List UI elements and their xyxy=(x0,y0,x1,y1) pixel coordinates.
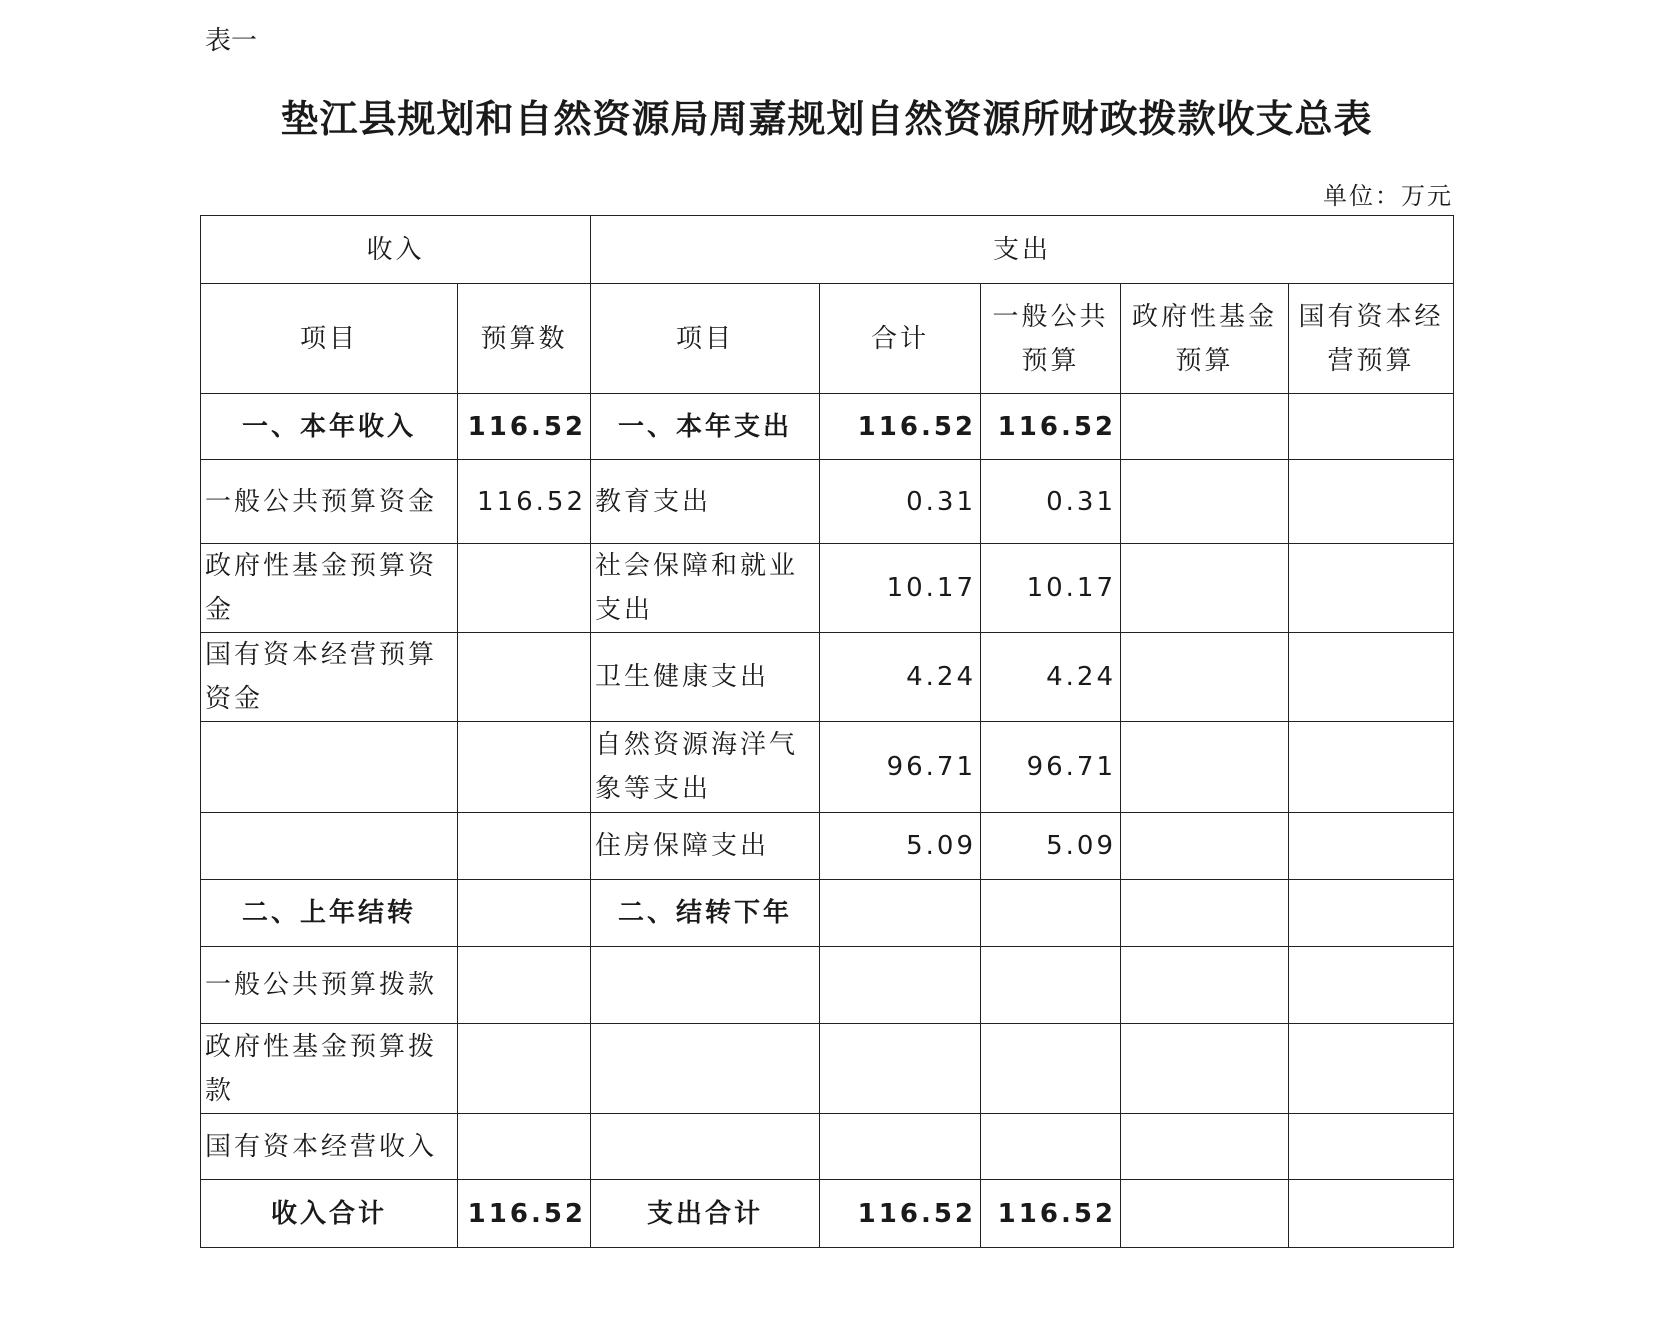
general-value-cell xyxy=(981,1024,1121,1114)
table-row xyxy=(201,1114,1454,1180)
general-value-cell xyxy=(981,947,1121,1024)
income-budget-header: 预算数 xyxy=(458,284,591,394)
header-row-top xyxy=(201,216,1454,284)
table-row xyxy=(201,1024,1454,1114)
total-value-cell: 4.24 xyxy=(820,633,981,722)
income-value-cell: 116.52 xyxy=(458,394,591,460)
income-item-cell: 收入合计 xyxy=(201,1180,458,1248)
table-row xyxy=(201,813,1454,880)
table-label: 表一 xyxy=(205,26,258,56)
table-row xyxy=(201,394,1454,460)
expense-item-cell xyxy=(591,1024,820,1114)
general-value-cell: 116.52 xyxy=(981,1180,1121,1248)
general-value-cell: 96.71 xyxy=(981,722,1121,813)
table-row xyxy=(201,880,1454,947)
income-item-cell: 国有资本经营预算资金 xyxy=(201,633,458,722)
income-item-cell xyxy=(201,722,458,813)
state-value-cell xyxy=(1289,722,1454,813)
expense-item-header: 项目 xyxy=(591,284,820,394)
income-item-cell xyxy=(201,813,458,880)
total-value-cell: 5.09 xyxy=(820,813,981,880)
expense-item-cell xyxy=(591,1114,820,1180)
total-value-cell: 10.17 xyxy=(820,544,981,633)
total-value-cell: 0.31 xyxy=(820,460,981,544)
state-value-cell xyxy=(1289,544,1454,633)
general-value-cell: 5.09 xyxy=(981,813,1121,880)
table-row xyxy=(201,633,1454,722)
header-row-columns xyxy=(201,284,1454,394)
total-value-cell: 116.52 xyxy=(820,394,981,460)
fund-value-cell xyxy=(1121,633,1289,722)
general-value-cell: 10.17 xyxy=(981,544,1121,633)
expense-item-cell: 二、结转下年 xyxy=(591,880,820,947)
expense-item-cell: 教育支出 xyxy=(591,460,820,544)
fund-budget-header: 政府性基金预算 xyxy=(1121,284,1289,394)
table-row xyxy=(201,947,1454,1024)
income-value-cell xyxy=(458,813,591,880)
income-value-cell: 116.52 xyxy=(458,460,591,544)
fund-value-cell xyxy=(1121,1114,1289,1180)
expense-item-cell: 支出合计 xyxy=(591,1180,820,1248)
fund-value-cell xyxy=(1121,1024,1289,1114)
state-capital-header: 国有资本经营预算 xyxy=(1289,284,1454,394)
income-value-cell xyxy=(458,947,591,1024)
income-value-cell xyxy=(458,722,591,813)
income-item-header: 项目 xyxy=(201,284,458,394)
total-value-cell xyxy=(820,1114,981,1180)
fund-value-cell xyxy=(1121,947,1289,1024)
state-value-cell xyxy=(1289,1180,1454,1248)
total-value-cell: 116.52 xyxy=(820,1180,981,1248)
state-value-cell xyxy=(1289,1114,1454,1180)
fund-value-cell xyxy=(1121,813,1289,880)
income-value-cell xyxy=(458,544,591,633)
expense-item-cell: 自然资源海洋气象等支出 xyxy=(591,722,820,813)
state-value-cell xyxy=(1289,1024,1454,1114)
income-value-cell xyxy=(458,880,591,947)
general-value-cell: 4.24 xyxy=(981,633,1121,722)
table-row xyxy=(201,1180,1454,1248)
fund-value-cell xyxy=(1121,544,1289,633)
income-value-cell xyxy=(458,1024,591,1114)
budget-summary-table xyxy=(200,215,1454,1248)
general-value-cell xyxy=(981,1114,1121,1180)
income-item-cell: 二、上年结转 xyxy=(201,880,458,947)
income-header: 收入 xyxy=(201,216,591,284)
expense-item-cell xyxy=(591,947,820,1024)
state-value-cell xyxy=(1289,633,1454,722)
total-value-cell xyxy=(820,947,981,1024)
total-header: 合计 xyxy=(820,284,981,394)
income-item-cell: 国有资本经营收入 xyxy=(201,1114,458,1180)
state-value-cell xyxy=(1289,394,1454,460)
income-item-cell: 政府性基金预算拨款 xyxy=(201,1024,458,1114)
general-budget-header: 一般公共预算 xyxy=(981,284,1121,394)
total-value-cell xyxy=(820,1024,981,1114)
expense-item-cell: 社会保障和就业支出 xyxy=(591,544,820,633)
table-row xyxy=(201,722,1454,813)
state-value-cell xyxy=(1289,460,1454,544)
general-value-cell xyxy=(981,880,1121,947)
expense-item-cell: 一、本年支出 xyxy=(591,394,820,460)
expense-header: 支出 xyxy=(591,216,1454,284)
total-value-cell: 96.71 xyxy=(820,722,981,813)
fund-value-cell xyxy=(1121,722,1289,813)
income-item-cell: 一、本年收入 xyxy=(201,394,458,460)
income-value-cell: 116.52 xyxy=(458,1180,591,1248)
total-value-cell xyxy=(820,880,981,947)
table-row xyxy=(201,544,1454,633)
general-value-cell: 116.52 xyxy=(981,394,1121,460)
general-value-cell: 0.31 xyxy=(981,460,1121,544)
document-title: 垫江县规划和自然资源局周嘉规划自然资源所财政拨款收支总表 xyxy=(280,96,1373,141)
state-value-cell xyxy=(1289,880,1454,947)
state-value-cell xyxy=(1289,813,1454,880)
expense-item-cell: 住房保障支出 xyxy=(591,813,820,880)
fund-value-cell xyxy=(1121,394,1289,460)
income-item-cell: 政府性基金预算资金 xyxy=(201,544,458,633)
state-value-cell xyxy=(1289,947,1454,1024)
fund-value-cell xyxy=(1121,880,1289,947)
fund-value-cell xyxy=(1121,460,1289,544)
income-value-cell xyxy=(458,633,591,722)
income-item-cell: 一般公共预算拨款 xyxy=(201,947,458,1024)
income-item-cell: 一般公共预算资金 xyxy=(201,460,458,544)
fund-value-cell xyxy=(1121,1180,1289,1248)
table-row xyxy=(201,460,1454,544)
income-value-cell xyxy=(458,1114,591,1180)
unit-note: 单位：万元 xyxy=(1323,182,1453,210)
expense-item-cell: 卫生健康支出 xyxy=(591,633,820,722)
